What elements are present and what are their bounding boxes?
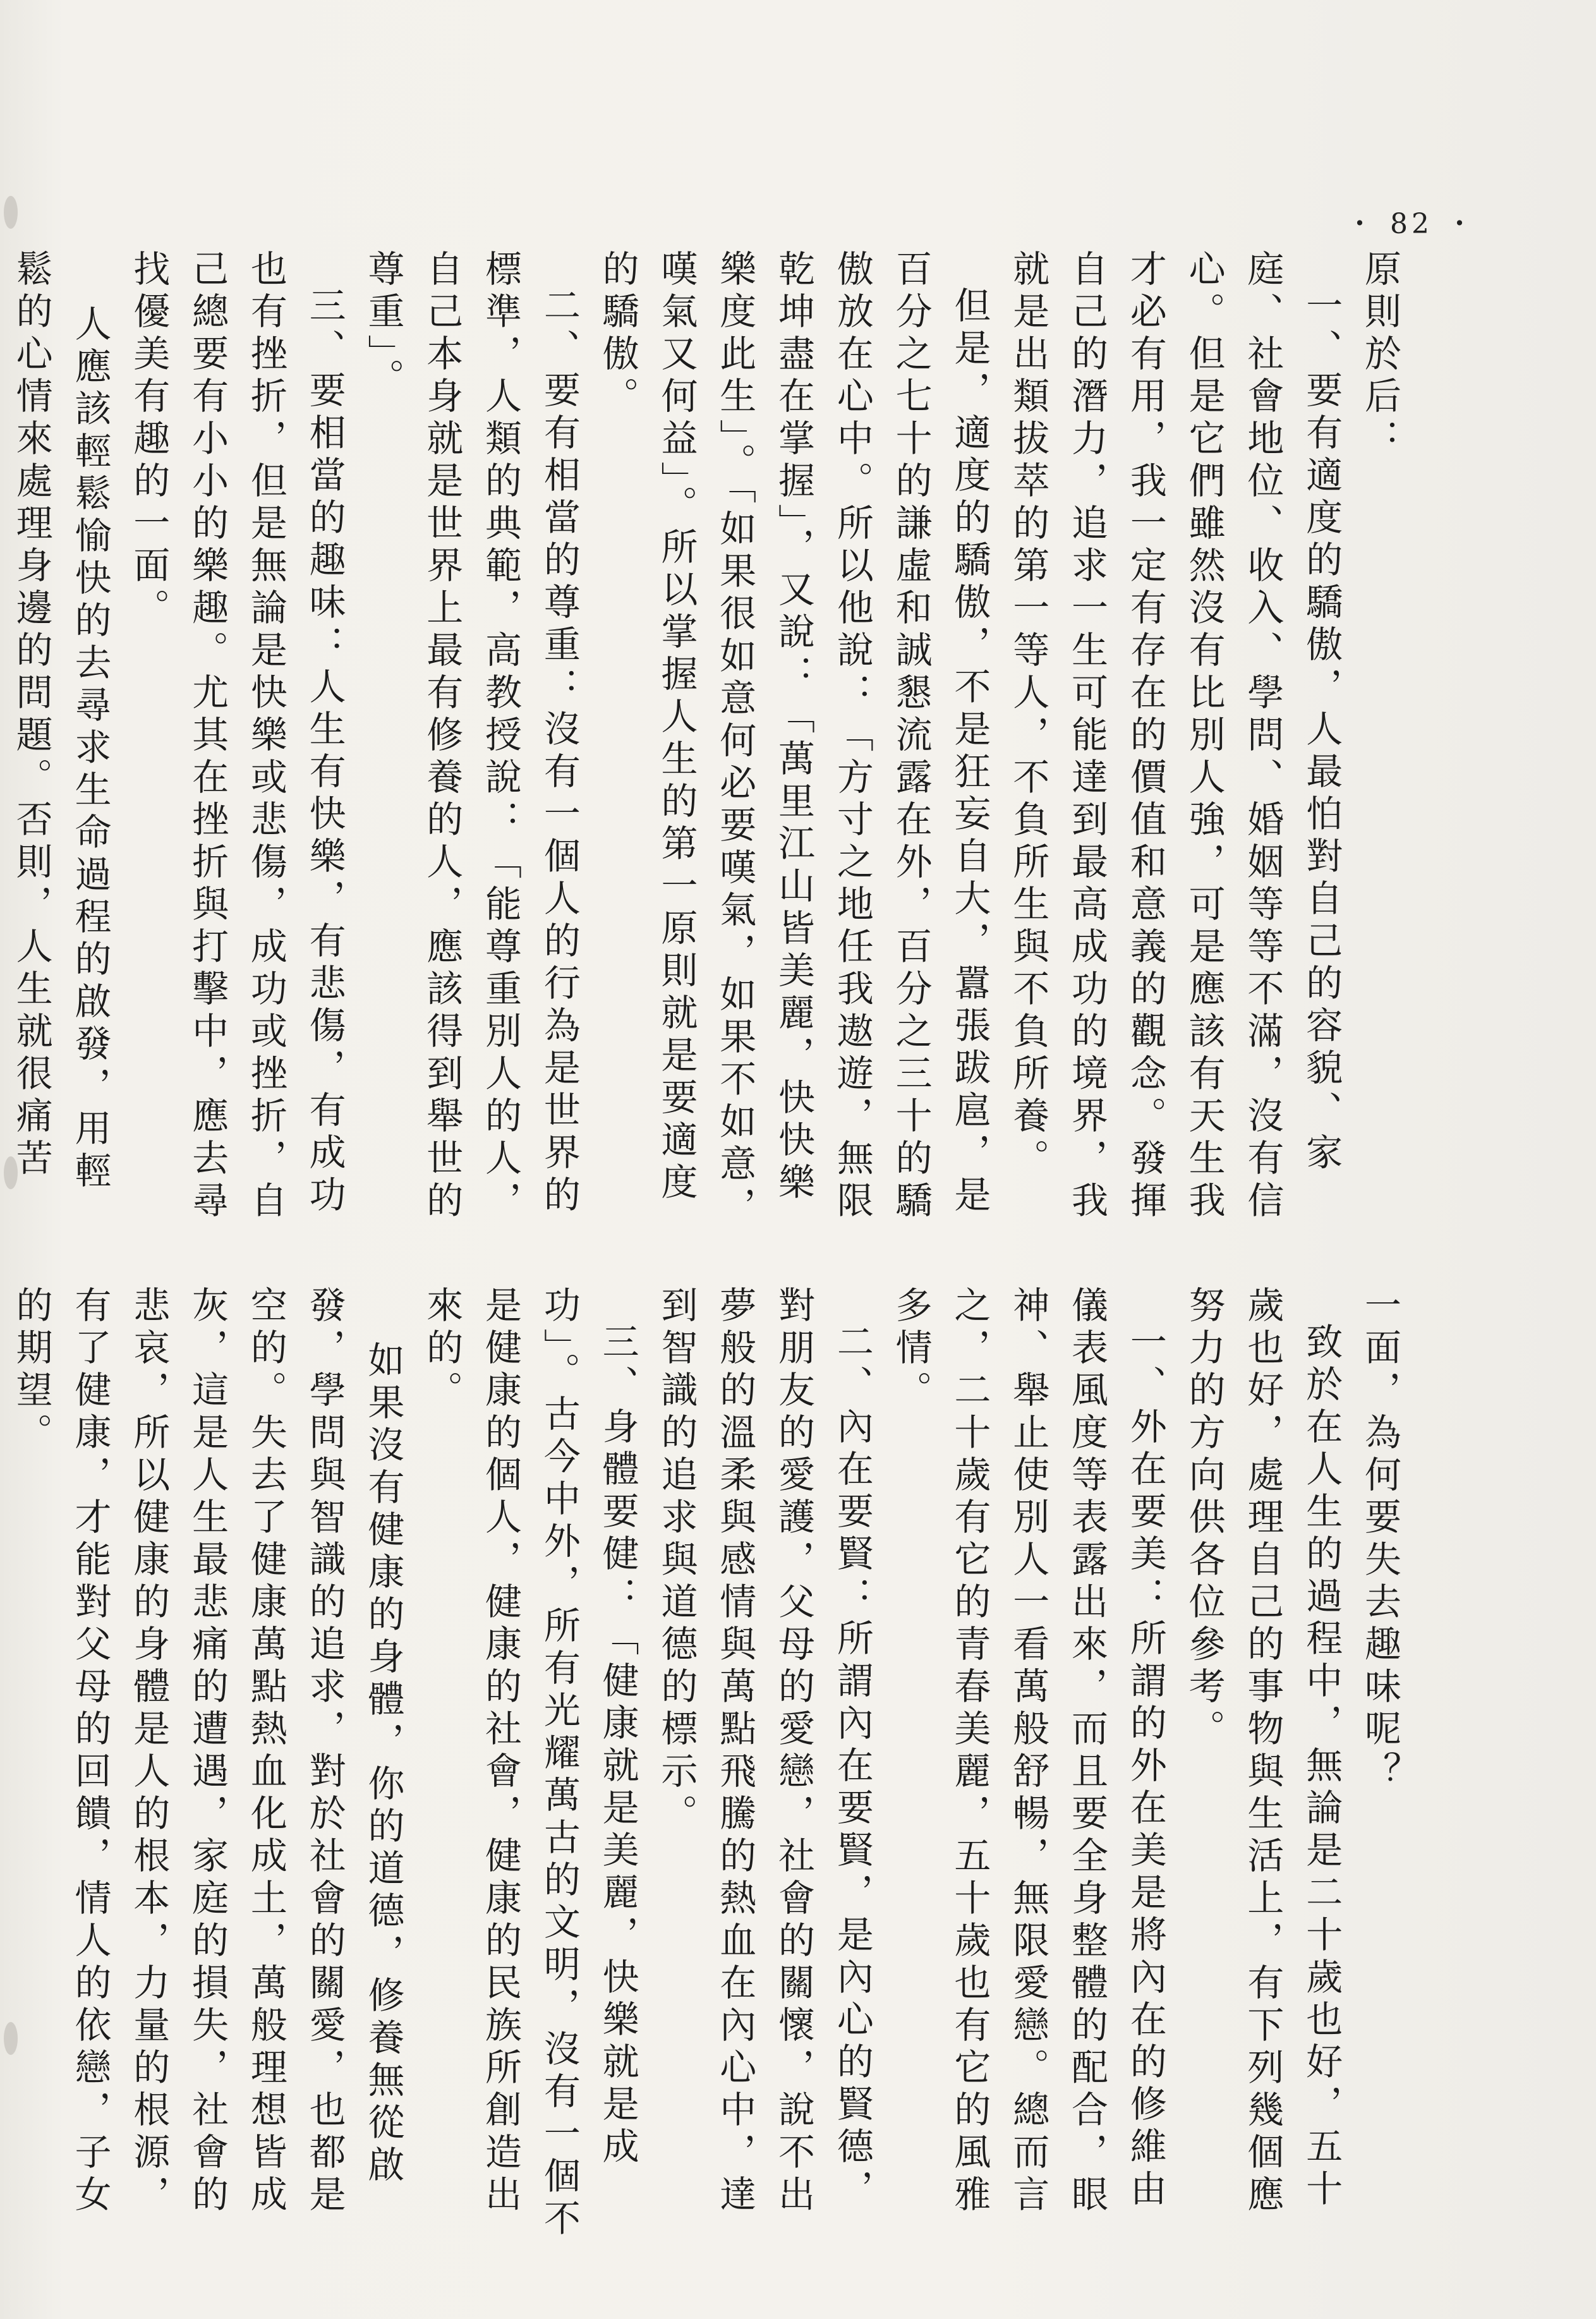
- paragraph: 一面，為何要失去趣味呢？: [1358, 1286, 1401, 1794]
- paragraph: 三、要相當的趣味：人生有快樂，有悲傷，有成功也有挫折，但是無論是快樂或悲傷，成功或挫折，自己總要有小小的樂趣。尤其在挫折與打擊中，應去尋找優美有趣的一面。: [127, 250, 346, 1223]
- paragraph: [0, 1286, 2, 2246]
- paragraph: 但是，適度的驕傲，不是狂妄自大，囂張跋扈，是百分之七十的謙虛和誠懇流露在外，百分之三十的驕傲放在心中。所以他說：「方寸之地任我遨遊，無限乾坤盡在掌握」，又說：「萬里江山皆美麗，快快樂樂度此生」。「如果很如意何必要嘆氣，如果不如意，嘆氣又何益」。所以掌握人生的第一原則就是要適度的驕傲。: [596, 250, 991, 1229]
- paragraph: 二、要有相當的尊重：沒有一個人的行為是世界的標準，人類的典範，高教授說：「能尊重別人的人，自己本身就是世界上最有修養的人，應該得到舉世的尊重」。: [361, 250, 581, 1223]
- page-number: ・ 82 ・: [1346, 208, 1477, 240]
- paragraph: 致於在人生的過程中，無論是二十歲也好，五十歲也好，處理自己的事物與生活上，有下列幾個應努力的方向供各位參考。: [1182, 1286, 1343, 2217]
- binding-hole: [4, 196, 18, 229]
- paragraph: 三、身體要健：「健康就是美麗，快樂就是成功」。古今中外，所有光耀萬古的文明，沒有一個不是健康的個人，健康的社會，健康的民族所創造出來的。: [420, 1286, 639, 2241]
- paragraph-heading: 原則於后：: [1358, 250, 1401, 461]
- bottom-text-block: [9, 1286, 1409, 2246]
- top-text-block: [9, 250, 1409, 1235]
- paragraph: 二、內在要賢：所謂內在要賢，是內心的賢德，對朋友的愛護，父母的愛戀，社會的關懷，說不出夢般的溫柔與感情與萬點飛騰的熱血在內心中，達到智識的追求與道德的標示。: [655, 1286, 874, 2217]
- paragraph: 一、要有適度的驕傲，人最怕對自己的容貌、家庭、社會地位、收入、學問、婚姻等等不滿，沒有信心。但是它們雖然沒有比別人強，可是應該有天生我才必有用，我一定有存在的價值和意義的觀念。發揮自己的潛力，追求一生可能達到最高成功的境界，我就是出類拔萃的第一等人，不負所生與不負所養。: [1007, 250, 1343, 1223]
- paragraph: 如果沒有健康的身體，你的道德，修養無從啟發，學問與智識的追求，對於社會的關愛，也都是空的。失去了健康萬點熱血化成土，萬般理想皆成灰，這是人生最悲痛的遭遇，家庭的損失，社會的悲哀，所以健康的身體是人的根本，力量的根源，有了健康，才能對父母的回饋，情人的依戀，子女的期望。: [9, 1286, 405, 2217]
- paragraph: 人應該輕鬆愉快的去尋求生命過程的啟發，用輕鬆的心情來處理身邊的問題。否則，人生就很痛苦: [9, 250, 112, 1194]
- paragraph: 一、外在要美：所謂的外在美是將內在的修維由儀表風度等表露出來，而且要全身整體的配合，眼神、舉止使別人一看萬般舒暢，無限愛戀。總而言之，二十歲有它的青春美麗，五十歲也有它的風雅多情。: [889, 1286, 1167, 2217]
